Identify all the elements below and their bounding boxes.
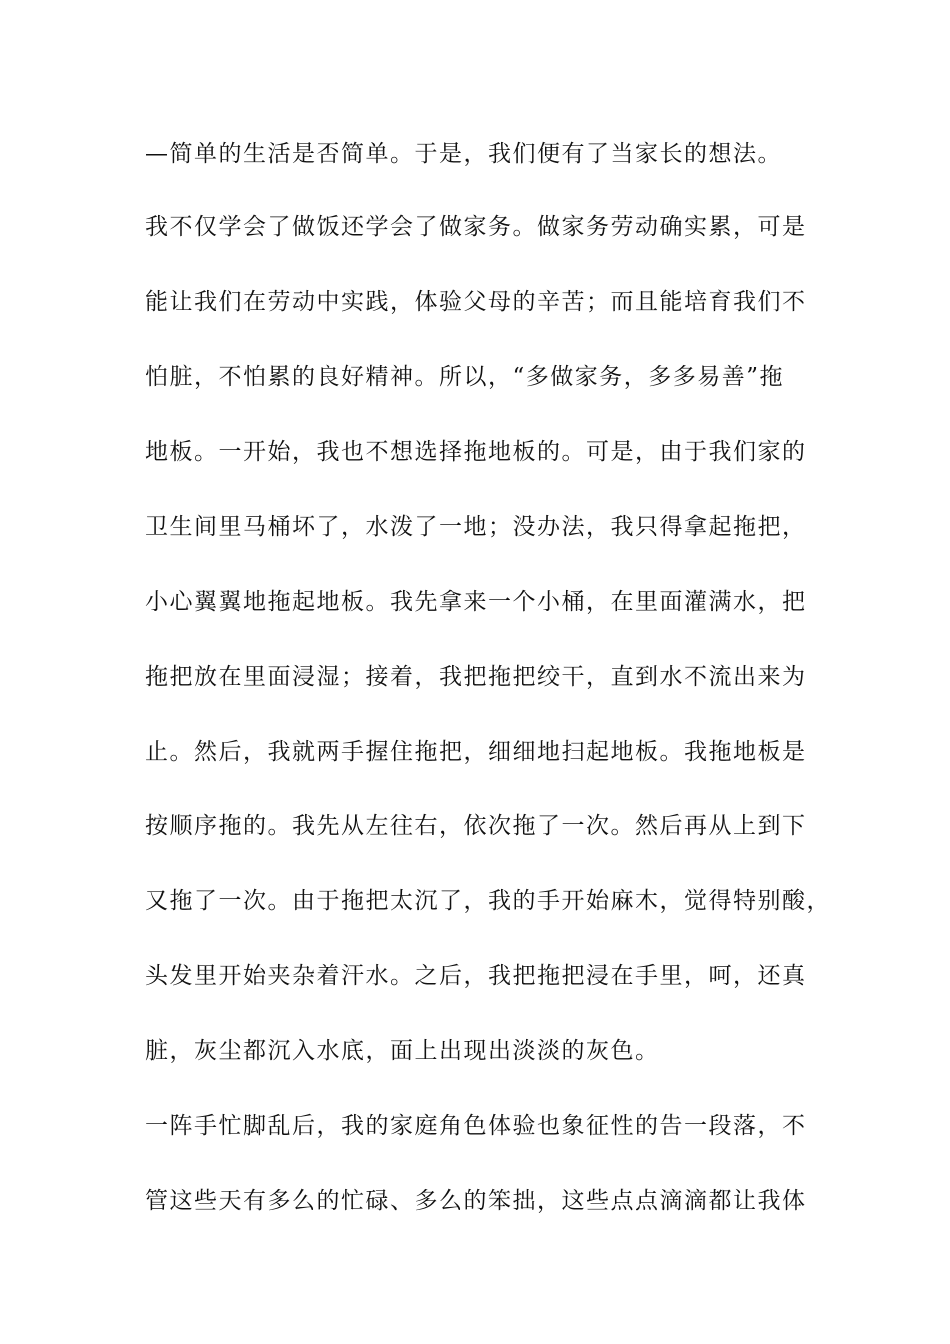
text-line: 脏，灰尘都沉入水底，面上出现出淡淡的灰色。 [145, 1038, 660, 1064]
text-line: 止。然后，我就两手握住拖把，细细地扫起地板。我拖地板是 [145, 739, 807, 765]
text-line: 一阵手忙脚乱后，我的家庭角色体验也象征性的告一段落，不 [145, 1113, 807, 1139]
text-line: 地板。一开始，我也不想选择拖地板的。可是，由于我们家的 [145, 439, 807, 465]
text-line: 又拖了一次。由于拖把太沉了，我的手开始麻木，觉得特别酸， [145, 888, 831, 914]
text-line: 我不仅学会了做饭还学会了做家务。做家务劳动确实累，可是 [145, 214, 807, 240]
text-line: 能让我们在劳动中实践，体验父母的辛苦；而且能培育我们不 [145, 289, 807, 315]
text-line: 按顺序拖的。我先从左往右，依次拖了一次。然后再从上到下 [145, 813, 807, 839]
text-line: 拖把放在里面浸湿；接着，我把拖把绞干，直到水不流出来为 [145, 664, 807, 690]
text-line: —简单的生活是否简单。于是，我们便有了当家长的想法。 [145, 141, 782, 167]
text-line: 小心翼翼地拖起地板。我先拿来一个小桶，在里面灌满水，把 [145, 589, 807, 615]
text-line: 头发里开始夹杂着汗水。之后，我把拖把浸在手里，呵，还真 [145, 963, 807, 989]
text-line: 管这些天有多么的忙碌、多么的笨拙，这些点点滴滴都让我体 [145, 1188, 807, 1214]
text-line: 卫生间里马桶坏了，水泼了一地；没办法，我只得拿起拖把， [145, 514, 807, 540]
text-line: 怕脏，不怕累的良好精神。所以，“多做家务，多多易善”拖 [145, 364, 785, 390]
